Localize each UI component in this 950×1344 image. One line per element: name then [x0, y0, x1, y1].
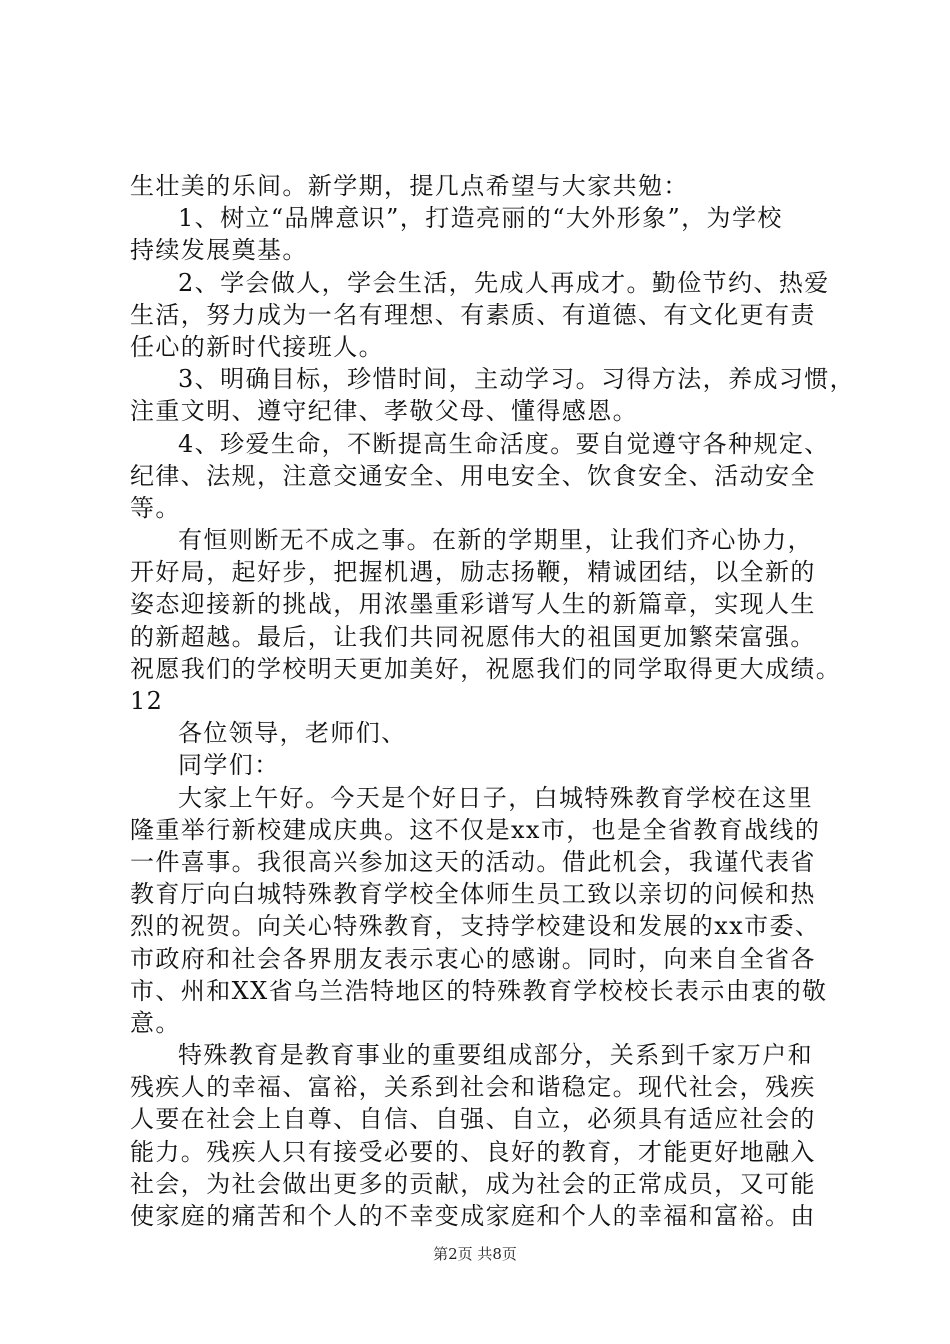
- text-line: 2、学会做人，学会生活，先成人再成才。勤俭节约、热爱: [178, 268, 830, 297]
- text-line: 4、珍爱生命，不断提高生命活度。要自觉遵守各种规定、: [178, 429, 830, 458]
- text-line: 任心的新时代接班人。: [130, 332, 384, 361]
- text-line: 使家庭的痛苦和个人的不幸变成家庭和个人的幸福和富裕。由: [130, 1202, 816, 1230]
- text-line: 同学们：: [178, 751, 280, 780]
- text-line: 市、州和XX省乌兰浩特地区的特殊教育学校校长表示由衷的敬: [130, 976, 828, 1005]
- text-line: 烈的祝贺。向关心特殊教育，支持学校建设和发展的xx市委、: [130, 912, 821, 941]
- text-line: 等。: [130, 493, 181, 522]
- text-line: 隆重举行新校建成庆典。这不仅是xx市，也是全省教育战线的: [130, 815, 821, 844]
- text-line: 意。: [130, 1008, 181, 1037]
- text-line: 各位领导，老师们、: [178, 719, 407, 748]
- text-line: 祝愿我们的学校明天更加美好，祝愿我们的同学取得更大成绩。: [130, 654, 842, 683]
- text-line: 持续发展奠基。: [130, 236, 308, 265]
- document-body: [130, 170, 856, 1232]
- text-line: 生活，努力成为一名有理想、有素质、有道德、有文化更有责: [130, 300, 816, 329]
- text-line: 注重文明、遵守纪律、孝敬父母、懂得感恩。: [130, 397, 638, 426]
- text-line: 1、树立“品牌意识”，打造亮丽的“大外形象”，为学校: [178, 204, 783, 233]
- text-line: 能力。残疾人只有接受必要的、良好的教育，才能更好地融入: [130, 1137, 816, 1166]
- text-line: 人要在社会上自尊、自信、自强、自立，必须具有适应社会的: [130, 1105, 816, 1134]
- text-line: 生壮美的乐间。新学期，提几点希望与大家共勉：: [130, 172, 689, 200]
- text-line: 市政府和社会各界朋友表示衷心的感谢。同时，向来自全省各: [130, 944, 816, 973]
- text-line: 姿态迎接新的挑战，用浓墨重彩谱写人生的新篇章，实现人生: [130, 590, 816, 619]
- text-line: 12: [130, 687, 164, 715]
- text-line: 纪律、法规，注意交通安全、用电安全、饮食安全、活动安全: [130, 461, 816, 490]
- text-line: 教育厅向白城特殊教育学校全体师生员工致以亲切的问候和热: [130, 880, 816, 909]
- text-line: 开好局，起好步，把握机遇，励志扬鞭，精诚团结，以全新的: [130, 558, 816, 587]
- text-line: 3、明确目标，珍惜时间，主动学习。习得方法，养成习惯，: [178, 365, 856, 394]
- page-footer: 第2页 共8页: [433, 1245, 517, 1263]
- text-line: 大家上午好。今天是个好日子，白城特殊教育学校在这里: [178, 783, 813, 812]
- text-line: 有恒则断无不成之事。在新的学期里，让我们齐心协力，: [178, 526, 813, 555]
- text-line: 特殊教育是教育事业的重要组成部分，关系到千家万户和: [178, 1041, 813, 1070]
- text-line: 残疾人的幸福、富裕，关系到社会和谐稳定。现代社会，残疾: [130, 1073, 816, 1102]
- text-line: 一件喜事。我很高兴参加这天的活动。借此机会，我谨代表省: [130, 847, 816, 876]
- text-line: 社会，为社会做出更多的贡献，成为社会的正常成员，又可能: [130, 1169, 816, 1198]
- text-line: 的新超越。最后，让我们共同祝愿伟大的祖国更加繁荣富强。: [130, 622, 816, 651]
